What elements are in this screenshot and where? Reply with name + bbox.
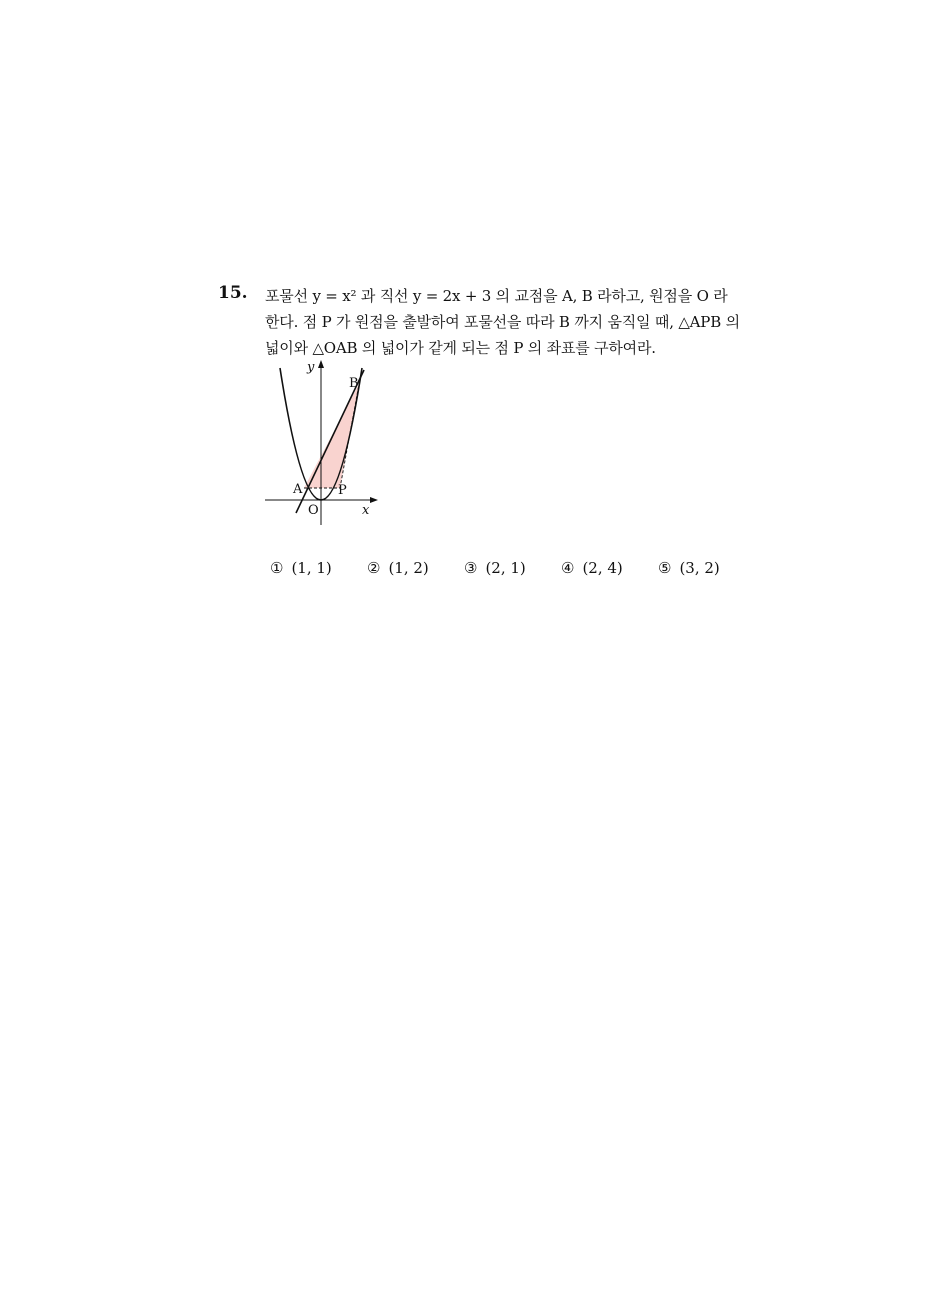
- question-line-1: 포물선 y = x² 과 직선 y = 2x + 3 의 교점을 A, B 라하고, 원점을 O 라: [265, 287, 728, 305]
- choice-5-text: (3, 2): [679, 559, 720, 577]
- choice-3[interactable]: [464, 559, 526, 577]
- choice-5-mark: ⑤: [658, 559, 672, 577]
- choice-4-mark: ④: [561, 559, 575, 577]
- question-line-3: 넓이와 △OAB 의 넓이가 같게 되는 점 P 의 좌표를 구하여라.: [265, 339, 656, 357]
- label-y: y: [307, 360, 315, 375]
- choice-1-text: (1, 1): [291, 559, 332, 577]
- label-x: x: [362, 503, 370, 518]
- choice-4-text: (2, 4): [582, 559, 623, 577]
- choice-1-mark: ①: [270, 559, 284, 577]
- label-b: B: [349, 376, 359, 391]
- choice-3-text: (2, 1): [485, 559, 526, 577]
- x-axis-arrow: [370, 497, 378, 503]
- choice-5[interactable]: [658, 559, 720, 577]
- choice-3-mark: ③: [464, 559, 478, 577]
- label-a: A: [293, 482, 303, 497]
- choice-2[interactable]: [367, 559, 429, 577]
- choice-2-mark: ②: [367, 559, 381, 577]
- question-number: 15.: [218, 283, 248, 303]
- choice-1[interactable]: [270, 559, 332, 577]
- question-line-2: 한다. 점 P 가 원점을 출발하여 포물선을 따라 B 까지 움직일 때, △APB 의: [265, 313, 740, 331]
- y-axis-arrow: [318, 360, 324, 368]
- answer-choices: [270, 559, 750, 581]
- parabola-figure: [258, 360, 388, 532]
- line-curve: [296, 370, 364, 513]
- label-p: P: [338, 483, 347, 498]
- choice-2-text: (1, 2): [388, 559, 429, 577]
- choice-4[interactable]: [561, 559, 623, 577]
- label-o: O: [308, 503, 319, 518]
